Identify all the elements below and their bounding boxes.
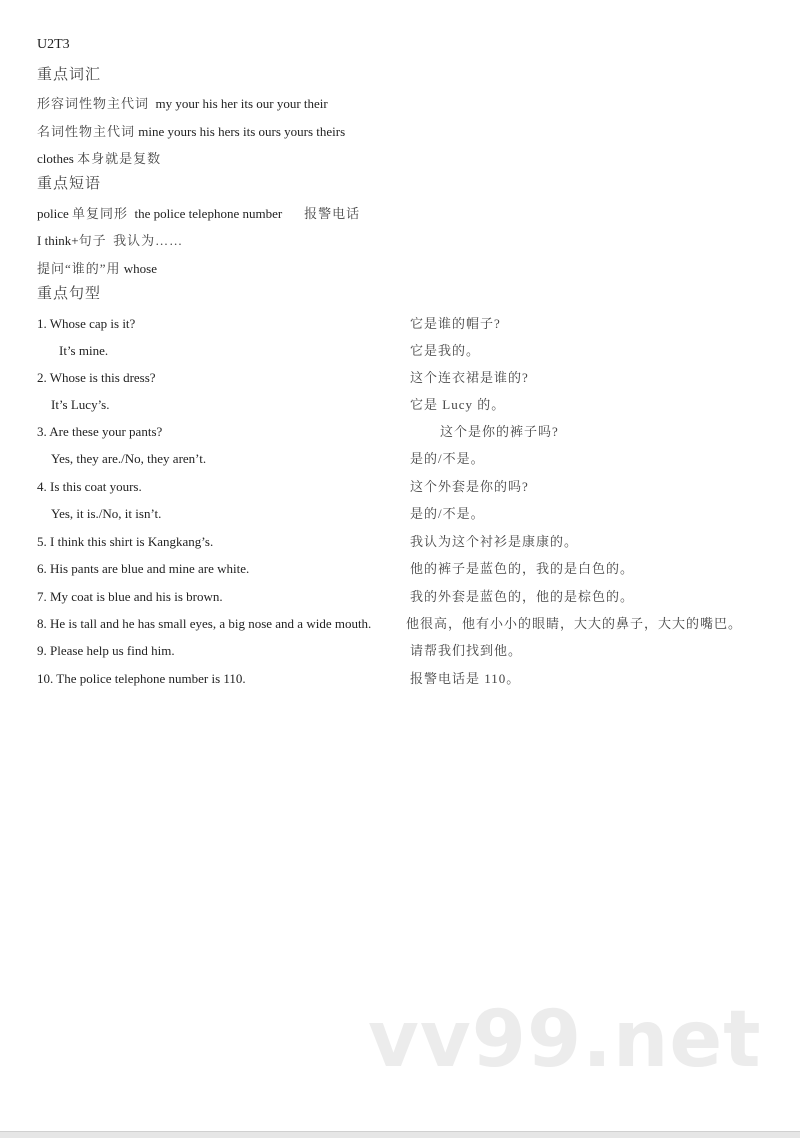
vocab-line	[37, 124, 345, 140]
vocab-line	[37, 96, 328, 112]
sentence-zh: 我的外套是蓝色的，他的是棕色的。	[410, 589, 635, 604]
vocab-en: clothes	[37, 151, 74, 166]
phrase-line	[37, 261, 157, 277]
sentence-zh: 这个连衣裙是谁的?	[410, 370, 529, 385]
sentence-zh: 他很高，他有小小的眼睛，大大的鼻子，大大的嘴巴。	[406, 616, 743, 631]
sentence-en: 10. The police telephone number is 110.	[37, 671, 246, 686]
sentence-en: 7. My coat is blue and his is brown.	[37, 589, 223, 604]
sentence-en: 5. I think this shirt is Kangkang’s.	[37, 534, 214, 549]
phrase-en: I think+	[37, 233, 79, 248]
phrase-zh: 报警电话	[304, 206, 361, 221]
sentence-heading: 重点句型	[37, 286, 102, 302]
sentence-zh: 报警电话是 110。	[410, 671, 521, 686]
sentence-en: Yes, it is./No, it isn’t.	[51, 506, 162, 521]
watermark: vv99.net	[368, 995, 762, 1085]
phrase-zh: 句子	[78, 233, 107, 248]
sentence-en: It’s Lucy’s.	[51, 397, 110, 412]
phrase-en: whose	[123, 261, 158, 276]
sentence-zh: 请帮我们找到他。	[410, 643, 523, 658]
sentence-zh: 是的/不是。	[410, 451, 485, 466]
sentence-zh: 它是谁的帽子?	[410, 316, 501, 331]
sentence-en: 8. He is tall and he has small eyes, a big nose and a wide mouth.	[37, 616, 372, 631]
vocab-zh: 本身就是复数	[77, 151, 162, 166]
sentence-zh: 是的/不是。	[410, 506, 485, 521]
phrase-zh: 单复同形	[72, 206, 129, 221]
sentence-en: 4. Is this coat yours.	[37, 479, 142, 494]
sentence-en: Yes, they are./No, they aren’t.	[51, 451, 207, 466]
phrase-zh: 我认为……	[113, 233, 184, 248]
vocab-en: my your his her its our your their	[155, 96, 328, 111]
phrase-zh: 提问“谁的”用	[37, 261, 121, 276]
sentence-zh: 他的裤子是蓝色的，我的是白色的。	[410, 561, 635, 576]
vocab-en: mine yours his hers its ours yours theirs	[138, 124, 346, 139]
sentence-en: 3. Are these your pants?	[37, 424, 163, 439]
phrase-en: police	[37, 206, 69, 221]
vocab-zh: 形容词性物主代词	[37, 96, 150, 111]
vocab-zh: 名词性物主代词	[37, 124, 136, 139]
phrase-line	[37, 233, 183, 249]
vocab-heading: 重点词汇	[37, 67, 102, 83]
sentence-zh: 这个外套是你的吗?	[410, 479, 529, 494]
sentence-zh: 这个是你的裤子吗?	[440, 424, 559, 439]
phrase-line	[37, 206, 360, 222]
sentence-en: It’s mine.	[59, 343, 109, 358]
sentence-en: 2. Whose is this dress?	[37, 370, 156, 385]
phrase-en: the police telephone number	[134, 206, 283, 221]
doc-title: U2T3	[37, 37, 70, 52]
sentence-zh: 我认为这个衬衫是康康的。	[410, 534, 579, 549]
sentence-en: 6. His pants are blue and mine are white.	[37, 561, 250, 576]
sentence-zh: 它是 Lucy 的。	[410, 397, 506, 412]
sentence-en: 9. Please help us find him.	[37, 643, 175, 658]
phrase-heading: 重点短语	[37, 176, 102, 192]
sentence-zh: 它是我的。	[410, 343, 481, 358]
vocab-line	[37, 151, 161, 167]
sentence-en: 1. Whose cap is it?	[37, 316, 136, 331]
